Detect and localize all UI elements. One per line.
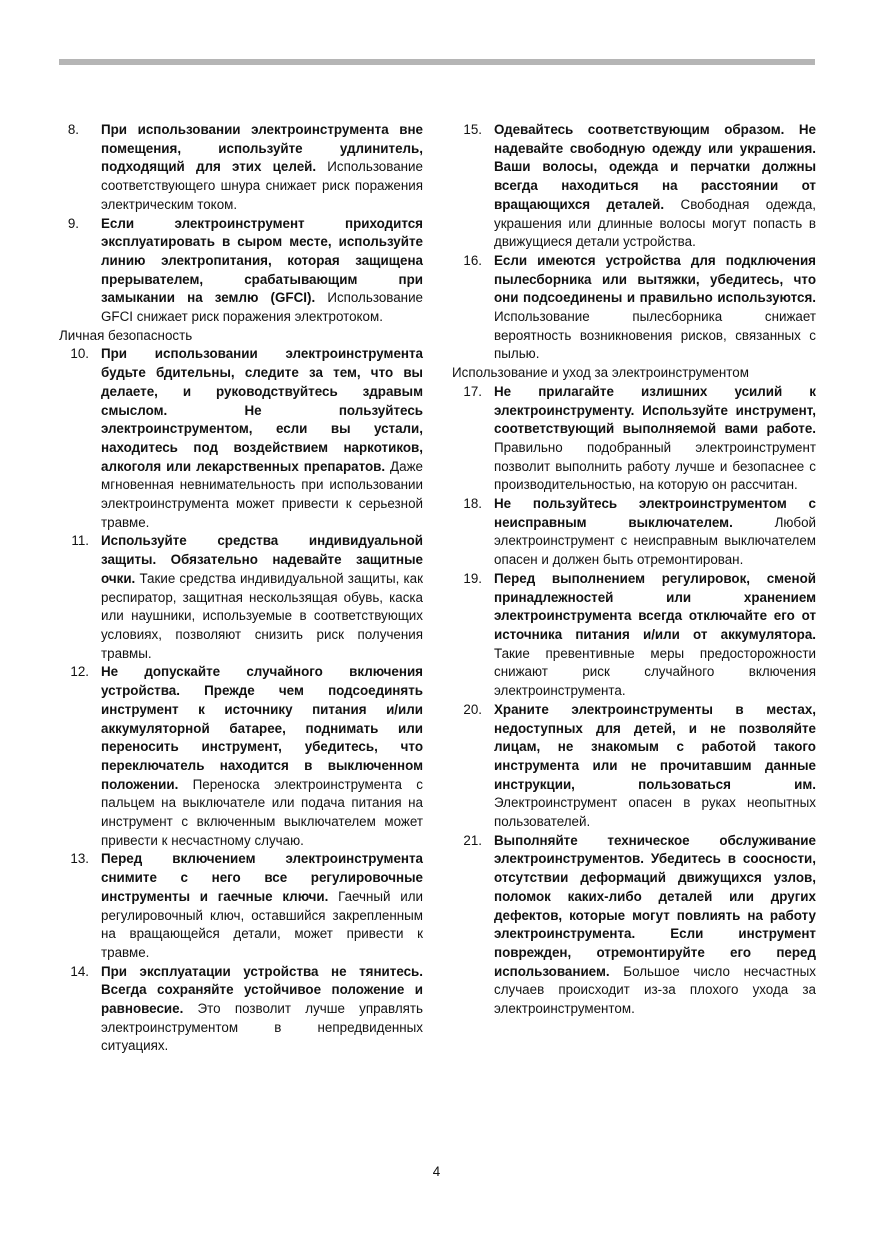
item-number: 9.	[67, 215, 79, 231]
list-item	[452, 495, 816, 570]
item-paragraph	[101, 215, 423, 327]
item-paragraph	[101, 663, 423, 850]
item-regular-text: Такие превентивные меры предосторожности снижают риск случайного включения электроинструмента.	[494, 645, 816, 699]
list-item	[452, 252, 816, 364]
item-number: 10.	[70, 346, 89, 362]
item-paragraph	[101, 345, 423, 532]
item-bold-text: Одевайтесь соответствующим образом. Не надевайте свободную одежду или украшения. Ваши волосы, одежда и перчатки должны всегда находиться на расстоянии от вращающихся деталей.	[494, 122, 816, 212]
list-item	[59, 663, 423, 850]
item-paragraph	[494, 701, 816, 832]
left-items2-group	[59, 345, 423, 1056]
item-regular-text: Правильно подобранный электроинструмент позволит выполнить работу лучше и безопаснее с производительностью, на которую он рассчитан.	[494, 439, 816, 493]
item-number: 21.	[463, 832, 482, 848]
list-item	[59, 532, 423, 663]
item-regular-text: Это позволит лучше управлять электроинструментом в непредвиденных ситуациях.	[101, 1001, 423, 1054]
list-item	[452, 121, 816, 252]
item-paragraph	[494, 383, 816, 495]
item-number: 19.	[463, 570, 482, 586]
item-number: 17.	[463, 383, 482, 399]
item-bold-text: Не прилагайте излишних усилий к электроинструменту. Используйте инструмент, соответствующий выполняемой вами работе.	[494, 383, 816, 437]
left-column	[59, 121, 423, 1056]
item-regular-text: Использование GFCI снижает риск поражения электротоком.	[101, 290, 424, 325]
list-item	[452, 383, 816, 495]
item-bold-text: При эксплуатации устройства не тянитесь. Всегда сохраняйте устойчивое положение и равновесие.	[101, 963, 423, 1017]
item-bold-text: Если имеются устройства для подключения пылесборника или вытяжки, убедитесь, что они подсоединены и правильно используются.	[494, 252, 816, 306]
item-regular-text: Даже мгновенная невнимательность при использовании электроинструмента может привести к серьезной травме.	[101, 458, 423, 530]
item-bold-text: При использовании электроинструмента вне помещения, используйте удлинитель, подходящий для этих целей.	[101, 122, 423, 175]
item-number: 8.	[67, 122, 79, 137]
section-heading-tool-use-care: Использование и уход за электроинструментом	[452, 365, 749, 381]
item-regular-text: Переноска электроинструмента с пальцем на выключателе или подача питания на инструмент с включенным выключателем может привести к несчастному случаю.	[101, 776, 423, 848]
item-bold-text: Если электроинструмент приходится эксплуатировать в сыром месте, используйте линию электропитания, которая защищена прерывателем, срабатывающим при замыкании на землю (GFCI).	[101, 215, 423, 306]
item-number: 18.	[463, 496, 482, 512]
item-number: 14.	[70, 963, 89, 979]
item-number: 11.	[71, 533, 89, 549]
item-regular-text: Большое число несчастных случаев происходит из-за плохого ухода за электроинструментом.	[494, 963, 816, 1017]
section-heading-personal-safety: Личная безопасность	[59, 327, 193, 343]
item-number: 16.	[463, 252, 482, 268]
item-bold-text: Не пользуйтесь электроинструментом с неисправным выключателем.	[494, 496, 816, 530]
item-bold-text: Перед выполнением регулировок, сменой принадлежностей или хранением электроинструмента всегда отключайте его от источника питания и/или от аккумулятора.	[494, 570, 816, 642]
item-regular-text: Свободная одежда, украшения или длинные волосы могут попасть в движущиеся детали устройства.	[494, 196, 816, 250]
right-items2-group	[452, 383, 816, 1019]
list-item	[59, 121, 423, 215]
item-paragraph	[101, 121, 423, 215]
item-regular-text: Использование соответствующего шнура снижает риск поражения электрическим током.	[101, 159, 423, 212]
item-paragraph	[494, 570, 816, 701]
item-paragraph	[101, 532, 423, 663]
item-bold-text: Перед включением электроинструмента снимите с него все регулировочные инструменты и гаечные ключи.	[101, 851, 423, 904]
item-paragraph	[494, 121, 816, 252]
item-paragraph	[494, 495, 816, 570]
item-bold-text: Выполняйте техническое обслуживание электроинструментов. Убедитесь в соосности, отсутствии деформаций движущихся узлов, поломок каких-либо деталей или других дефектов, которые могут повлиять на работу электроинструмента. Если инструмент поврежден, отремонтируйте его перед использованием.	[494, 832, 816, 979]
item-regular-text: Гаечный или регулировочный ключ, оставшийся закрепленным на вращающейся детали, может привести к травме.	[101, 888, 423, 960]
page-number: 4	[432, 1164, 441, 1179]
list-item	[59, 215, 423, 327]
item-paragraph	[101, 850, 423, 962]
list-item	[452, 570, 816, 701]
right-items-group	[452, 121, 816, 364]
item-number: 12.	[70, 664, 89, 680]
item-number: 13.	[70, 851, 89, 867]
list-item	[452, 832, 816, 1019]
item-regular-text: Такие средства индивидуальной защиты, как респиратор, защитная нескользящая обувь, каска или наушники, используемые в соответствующих условиях, позволяют снизить риск получения травмы.	[101, 570, 423, 661]
item-number: 20.	[463, 701, 482, 717]
item-bold-text: Не допускайте случайного включения устройства. Прежде чем подсоединять инструмент к источнику питания и/или аккумуляторной батарее, поднимать или переносить инструмент, убедитесь, что переключатель находится в выключенном положении.	[101, 664, 423, 792]
item-paragraph	[101, 963, 423, 1057]
list-item	[59, 963, 423, 1057]
left-items-group	[59, 121, 423, 327]
list-item	[59, 345, 423, 532]
item-regular-text: Любой электроинструмент с неисправным выключателем опасен и должен быть отремонтирован.	[494, 514, 816, 568]
item-paragraph	[494, 832, 816, 1019]
item-bold-text: Храните электроинструменты в местах, недоступных для детей, и не позволяйте лицам, не знакомым с работой такого инструмента или не прочитавшим данные инструкции, пользоваться им.	[494, 701, 816, 792]
list-item	[452, 701, 816, 832]
item-bold-text: Используйте средства индивидуальной защиты. Обязательно надевайте защитные очки.	[101, 533, 423, 586]
right-column	[452, 121, 816, 1019]
item-regular-text: Электроинструмент опасен в руках неопытных пользователей.	[494, 795, 816, 830]
header-rule	[59, 59, 815, 65]
item-bold-text: При использовании электроинструмента будьте бдительны, следите за тем, что вы делаете, и руководствуйтесь здравым смыслом. Не пользуйтесь электроинструментом, если вы устали, находитесь под воздействием наркотиков, алкоголя или лекарственных препаратов.	[101, 346, 423, 474]
item-number: 15.	[463, 122, 482, 137]
item-paragraph	[494, 252, 816, 364]
item-regular-text: Использование пылесборника снижает вероятность возникновения рисков, связанных с пылью.	[494, 309, 816, 362]
list-item	[59, 850, 423, 962]
